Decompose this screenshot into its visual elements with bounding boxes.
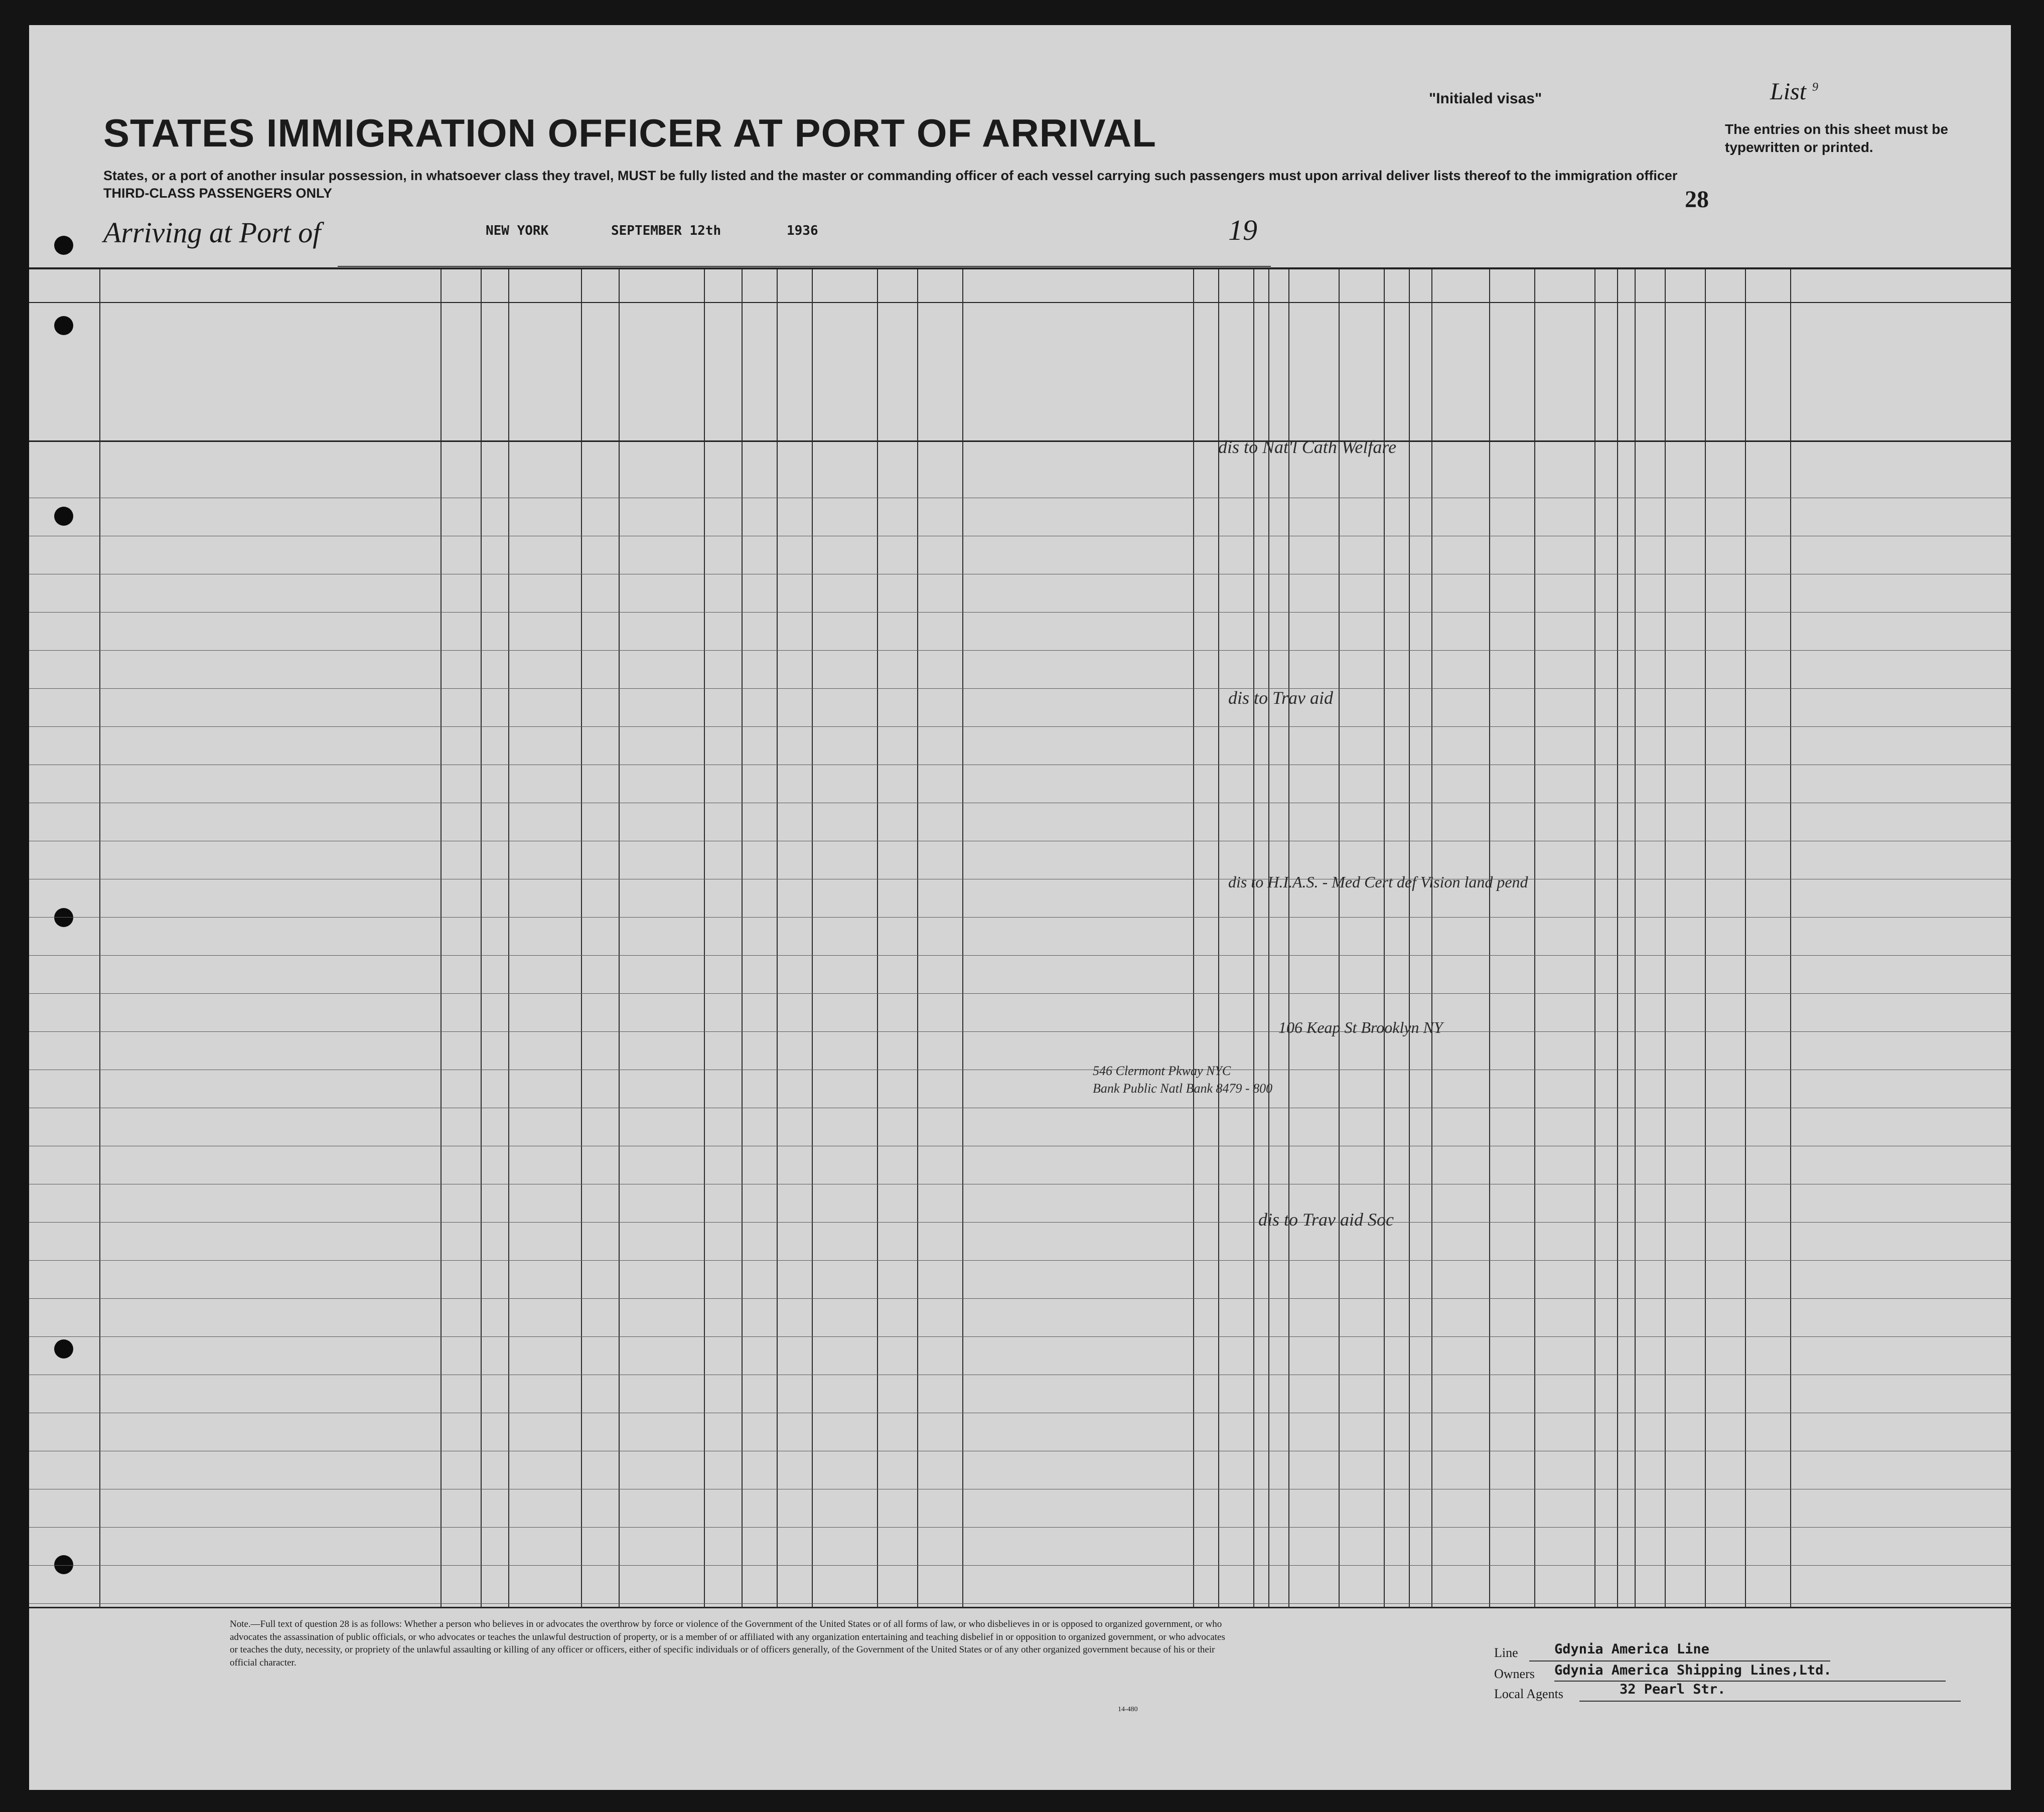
year-stamp: 28: [1685, 186, 1709, 213]
row-rule: [29, 1603, 2011, 1604]
table-row: [29, 995, 2011, 1033]
handwritten-annotation: Bank Public Natl Bank 8479 - 800: [1093, 1081, 1273, 1096]
table-row: [29, 843, 2011, 881]
table-row: [29, 614, 2011, 652]
handwritten-annotation: dis to Trav aid: [1228, 688, 1334, 708]
footnote: Note.—Full text of question 28 is as follows: Whether a person who believes in or advocates the overthrow by force or violence of the Government of the United States or of all forms of law, or who disbelieves in or is opposed to organized government, or who advocates the assassination of public officials, or who advocates or teaches the unlawful destruction of property, or is a member of or affiliated with any organization entertaining and teaching disbelief in or opposition to organized government, or who advocates or teaches the duty, necessity, or propriety of the unlawful assaulting or killing of any officer or officers, either of specific individuals or of officers generally, of the Government of the United States or of any other organized government because of his or their official character.: [230, 1619, 1225, 1668]
handwritten-annotation: dis to H.I.A.S. - Med Cert def Vision land pend: [1228, 873, 1528, 891]
table-row: [29, 462, 2011, 500]
table-row: [29, 576, 2011, 614]
handwritten-annotation: dis to Nat'l Cath Welfare: [1218, 437, 1397, 457]
table-row: [29, 1033, 2011, 1072]
handwritten-annotation: 546 Clermont Pkway NYC: [1093, 1064, 1231, 1078]
table-row: [29, 728, 2011, 767]
table-row: [29, 690, 2011, 728]
agents-rule: [1579, 1701, 1961, 1702]
table-row: [29, 538, 2011, 576]
table-row: [29, 957, 2011, 995]
form-code: 14-480: [1118, 1706, 1138, 1713]
agents-value: 32 Pearl Str.: [1620, 1682, 1726, 1697]
row-rule: [29, 1527, 2011, 1528]
table-row: [29, 1262, 2011, 1300]
typewritten-instruction: The entries on this sheet must be typewritten or printed.: [1725, 121, 1948, 156]
line-value: Gdynia America Line: [1554, 1641, 1709, 1657]
list-label: [1770, 78, 1818, 105]
rule: [29, 1607, 2011, 1608]
table-row: [29, 767, 2011, 805]
line-label: Line: [1494, 1645, 1518, 1660]
rule: [29, 267, 2011, 269]
agents-label: Local Agents: [1494, 1687, 1563, 1701]
binder-hole: [54, 1339, 73, 1358]
arrival-date: SEPTEMBER 12th: [611, 223, 721, 238]
table-row: [29, 1072, 2011, 1110]
initialed-visas-note: "Initialed visas": [1429, 90, 1542, 107]
owners-value: Gdynia America Shipping Lines,Ltd.: [1554, 1663, 1832, 1678]
list-label-text: List: [1770, 78, 1807, 105]
table-row: [29, 1224, 2011, 1262]
line-rule: [1529, 1660, 1830, 1662]
handwritten-annotation: dis to Trav aid Soc: [1258, 1210, 1394, 1230]
rule: [29, 440, 2011, 442]
table-row: [29, 805, 2011, 843]
arrival-line: [338, 236, 1271, 267]
arrival-port: NEW YORK: [486, 223, 549, 238]
rule: [29, 302, 2011, 303]
binder-hole: [54, 1555, 73, 1574]
table-row: [29, 1186, 2011, 1224]
form-title: STATES IMMIGRATION OFFICER AT PORT OF ARRIVAL: [103, 111, 1156, 155]
handwritten-annotation: 106 Keap St Brooklyn NY: [1278, 1018, 1443, 1036]
list-number: 9: [1812, 81, 1819, 94]
table-row: [29, 1110, 2011, 1148]
table-row: [29, 881, 2011, 919]
table-row: [29, 500, 2011, 538]
table-row: [29, 919, 2011, 957]
binder-hole: [54, 316, 73, 335]
manifest-sheet: [29, 25, 2011, 1790]
form-subtitle: States, or a port of another insular possession, in whatsoever class they travel, MUST be fully listed and the master or commanding officer of each vessel carrying such passengers must upon arrival deliver lists thereof to the immigration officer: [103, 168, 1678, 183]
owners-label: Owners: [1494, 1667, 1535, 1681]
year-prefix: 19: [1228, 214, 1257, 246]
arrival-year: 1936: [787, 223, 818, 238]
table-row: [29, 1148, 2011, 1186]
passenger-class: THIRD-CLASS PASSENGERS ONLY: [103, 186, 333, 201]
row-rule: [29, 1565, 2011, 1566]
table-row: [29, 652, 2011, 690]
binder-hole: [54, 236, 73, 255]
arriving-label: Arriving at Port of: [103, 216, 321, 249]
owners-rule: [1554, 1681, 1946, 1682]
table-row: [29, 1300, 2011, 1338]
